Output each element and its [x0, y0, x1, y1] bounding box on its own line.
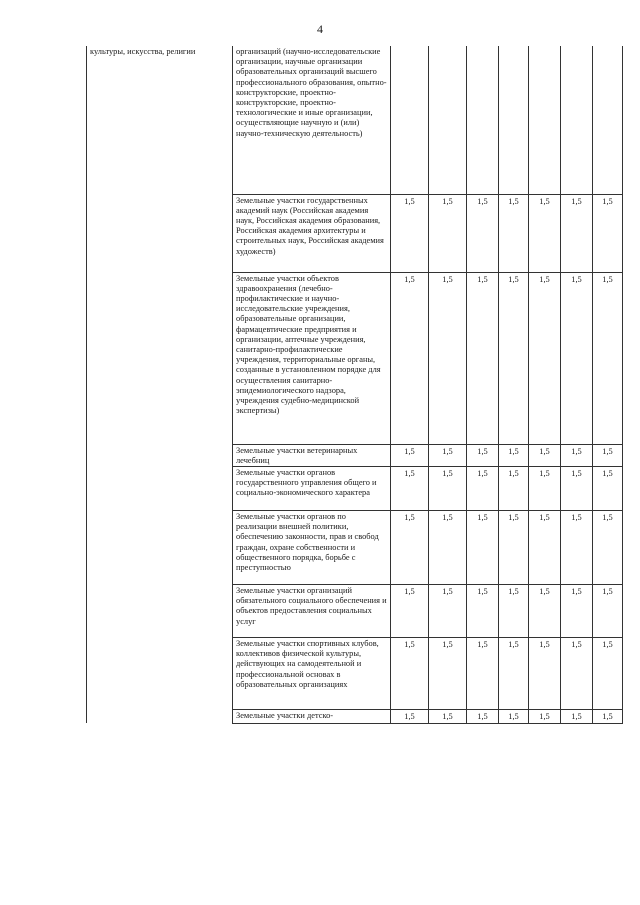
coefficient-cell — [561, 46, 593, 194]
coefficient-cell: 1,5 — [391, 637, 429, 709]
coefficient-cell: 1,5 — [467, 194, 499, 272]
coefficient-cell: 1,5 — [499, 444, 529, 466]
coefficient-cell — [429, 46, 467, 194]
coefficient-cell: 1,5 — [391, 466, 429, 510]
coefficient-cell: 1,5 — [499, 637, 529, 709]
coefficient-cell: 1,5 — [593, 272, 623, 444]
coefficient-cell: 1,5 — [593, 637, 623, 709]
coefficient-cell: 1,5 — [467, 637, 499, 709]
coefficient-cell: 1,5 — [429, 466, 467, 510]
coefficient-cell — [593, 46, 623, 194]
coefficient-cell: 1,5 — [429, 272, 467, 444]
coefficient-cell: 1,5 — [529, 584, 561, 637]
coefficient-cell: 1,5 — [561, 637, 593, 709]
coefficient-cell: 1,5 — [499, 272, 529, 444]
land-use-description: Земельные участки органов по реализации внешней политики, обеспечению законности, прав и свобод граждан, охране собственности и общественного порядка, борьбе с преступностью — [233, 510, 391, 584]
coefficient-cell: 1,5 — [593, 444, 623, 466]
coefficient-cell — [391, 46, 429, 194]
coefficient-cell: 1,5 — [467, 709, 499, 723]
coefficient-cell: 1,5 — [391, 584, 429, 637]
coefficient-cell: 1,5 — [529, 272, 561, 444]
coefficient-cell: 1,5 — [593, 709, 623, 723]
coefficient-cell: 1,5 — [529, 444, 561, 466]
coefficient-cell: 1,5 — [429, 709, 467, 723]
coefficient-cell: 1,5 — [429, 584, 467, 637]
coefficient-cell — [467, 46, 499, 194]
category-cell: культуры, искусства, религии — [87, 46, 233, 723]
coefficient-table — [86, 46, 623, 724]
coefficient-cell — [529, 46, 561, 194]
coefficient-cell: 1,5 — [529, 709, 561, 723]
coefficient-cell: 1,5 — [593, 584, 623, 637]
land-use-description: организаций (научно-исследовательские организации, научные организации образовательных организаций высшего профессионального образования, опытно-конструкторские, проектно-конструкторские, проектно-технологические и иные организации, осуществляющие научную и (или) научно-техническую деятельность) — [233, 46, 391, 194]
coefficient-cell: 1,5 — [529, 194, 561, 272]
coefficient-cell: 1,5 — [467, 584, 499, 637]
coefficient-cell: 1,5 — [391, 444, 429, 466]
coefficient-cell — [499, 46, 529, 194]
coefficient-cell: 1,5 — [391, 510, 429, 584]
land-use-description: Земельные участки объектов здравоохранения (лечебно-профилактические и научно-исследовательские учреждения, образовательные организации, фармацевтические предприятия и организации, аптечные учреждения, санитарно-профилактические учреждения, территориальные органы, созданные в установленном порядке для осуществления санитарно-эпидемиологического надзора, учреждения судебно-медицинской экспертизы) — [233, 272, 391, 444]
land-use-description: Земельные участки организаций обязательного социального обеспечения и объектов предоставления социальных услуг — [233, 584, 391, 637]
coefficient-cell: 1,5 — [529, 637, 561, 709]
coefficient-cell: 1,5 — [561, 466, 593, 510]
coefficient-cell: 1,5 — [561, 584, 593, 637]
coefficient-cell: 1,5 — [467, 444, 499, 466]
coefficient-cell: 1,5 — [593, 194, 623, 272]
coefficient-cell: 1,5 — [391, 194, 429, 272]
coefficient-cell: 1,5 — [429, 510, 467, 584]
coefficient-cell: 1,5 — [561, 709, 593, 723]
coefficient-cell: 1,5 — [561, 510, 593, 584]
land-use-description: Земельные участки органов государственного управления общего и социально-экономического характера — [233, 466, 391, 510]
coefficient-cell: 1,5 — [499, 510, 529, 584]
coefficient-cell: 1,5 — [499, 709, 529, 723]
coefficient-cell: 1,5 — [593, 466, 623, 510]
coefficient-cell: 1,5 — [467, 466, 499, 510]
coefficient-cell: 1,5 — [593, 510, 623, 584]
coefficient-cell: 1,5 — [499, 584, 529, 637]
coefficient-cell: 1,5 — [499, 466, 529, 510]
land-use-description: Земельные участки ветеринарных лечебниц — [233, 444, 391, 466]
land-use-description: Земельные участки детско- — [233, 709, 391, 723]
coefficient-cell: 1,5 — [429, 194, 467, 272]
coefficient-cell: 1,5 — [429, 637, 467, 709]
land-use-description: Земельные участки государственных академий наук (Российская академия наук, Российская академия образования, Российская академия архитектуры и строительных наук, Российская академия художеств) — [233, 194, 391, 272]
coefficient-cell: 1,5 — [529, 466, 561, 510]
coefficient-cell: 1,5 — [391, 709, 429, 723]
coefficient-cell: 1,5 — [391, 272, 429, 444]
coefficient-cell: 1,5 — [561, 194, 593, 272]
table-row — [87, 46, 623, 194]
page-number: 4 — [317, 22, 323, 36]
coefficient-cell: 1,5 — [499, 194, 529, 272]
coefficient-cell: 1,5 — [467, 510, 499, 584]
coefficient-cell: 1,5 — [529, 510, 561, 584]
coefficient-cell: 1,5 — [429, 444, 467, 466]
land-use-description: Земельные участки спортивных клубов, коллективов физической культуры, действующих на самодеятельной и профессиональной основах в образовательных организациях — [233, 637, 391, 709]
coefficient-cell: 1,5 — [561, 444, 593, 466]
coefficient-cell: 1,5 — [467, 272, 499, 444]
coefficient-cell: 1,5 — [561, 272, 593, 444]
